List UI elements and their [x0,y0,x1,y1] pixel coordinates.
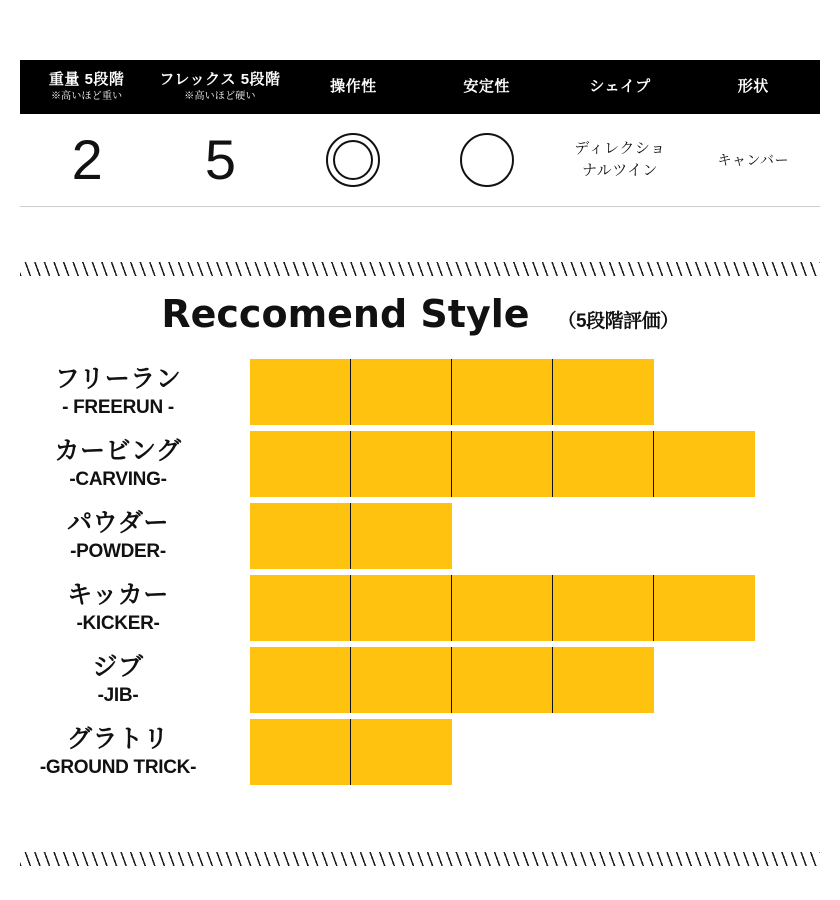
spec-value-weight-cell [20,114,153,206]
chart-row-bar [250,575,755,641]
chart-row-label-jp: パウダー [67,509,169,538]
spec-table [20,60,820,207]
bar-segment [553,359,654,425]
spec-value-weight: 2 [71,128,102,191]
recommend-style-chart [0,356,840,788]
chart-row-label [0,653,250,707]
spec-value-handling-cell [287,114,420,206]
hatched-divider-top [20,262,820,276]
chart-row-label-jp: カービング [54,437,182,466]
spec-header-shape [553,60,686,114]
bar-segment [654,431,755,497]
recommend-style-title: Reccomend Style [161,292,530,336]
spec-value-flex: 5 [204,128,236,191]
spec-value-shape-cell [553,114,686,206]
spec-header-stability [420,60,553,114]
spec-header-flex-note: ※高いほど硬い [184,91,256,103]
chart-row-label-en: -CARVING- [69,468,167,490]
chart-row-label-jp: キッカー [67,581,169,610]
spec-table-value-row [20,114,820,207]
spec-header-flex-title: フレックス 5段階 [159,71,281,89]
double-circle-icon [326,133,380,187]
bar-segment [553,647,654,713]
chart-row-bar [250,719,452,785]
chart-row [0,644,840,716]
chart-row-bar [250,647,654,713]
spec-header-flex [153,60,286,114]
chart-row-label [0,365,250,419]
spec-value-shape-line1: ディレクショ [574,140,666,158]
chart-row-label [0,581,250,635]
chart-row-label [0,437,250,491]
chart-row-label-en: -KICKER- [76,612,160,634]
chart-row [0,500,840,572]
bar-segment [250,431,351,497]
spec-header-profile [687,60,820,114]
spec-header-handling [287,60,420,114]
chart-row-label [0,509,250,563]
spec-header-shape-title: シェイプ [589,78,651,96]
bar-segment [452,647,553,713]
bar-segment [452,431,553,497]
bar-segment [351,503,452,569]
chart-row-label-en: - FREERUN - [62,396,174,418]
bar-segment [553,575,654,641]
bar-segment [351,575,452,641]
spec-value-profile-cell [687,114,820,206]
bar-segment [351,647,452,713]
bar-segment [250,647,351,713]
spec-header-weight-title: 重量 5段階 [48,71,125,89]
spec-header-weight-note: ※高いほど重い [50,91,123,103]
chart-row [0,716,840,788]
chart-row [0,356,840,428]
spec-header-stability-title: 安定性 [463,78,510,96]
chart-row-label-jp: フリーラン [54,365,182,394]
chart-row-label-en: -POWDER- [70,540,166,562]
bar-segment [250,719,351,785]
bar-segment [553,431,654,497]
chart-row-bar [250,359,654,425]
spec-header-weight [20,60,153,114]
bar-segment [250,503,351,569]
spec-value-profile: キャンバー [717,152,790,168]
bar-segment [250,359,351,425]
chart-row-label-jp: ジブ [92,653,144,682]
bar-segment [452,359,553,425]
spec-value-flex-cell [153,114,286,206]
bar-segment [351,431,452,497]
bar-segment [351,359,452,425]
spec-value-shape-line2: ナルツイン [581,162,658,179]
spec-header-handling-title: 操作性 [330,78,377,96]
chart-row-label-en: -GROUND TRICK- [39,756,197,778]
chart-row [0,428,840,500]
chart-row-label-en: -JIB- [97,684,139,706]
chart-row-bar [250,431,755,497]
hatched-divider-bottom [20,852,820,866]
chart-row [0,572,840,644]
recommend-style-subtitle: （5段階評価） [557,311,679,332]
chart-row-bar [250,503,452,569]
spec-table-header-row [20,60,820,114]
bar-segment [250,575,351,641]
bar-segment [452,575,553,641]
circle-icon [460,133,514,187]
spec-value-shape [574,138,665,182]
double-circle-icon-inner [333,140,373,180]
recommend-style-heading [0,292,840,336]
spec-value-stability-cell [420,114,553,206]
spec-header-profile-title: 形状 [737,78,769,96]
chart-row-label [0,725,250,779]
bar-segment [351,719,452,785]
chart-row-label-jp: グラトリ [66,725,169,754]
bar-segment [654,575,755,641]
